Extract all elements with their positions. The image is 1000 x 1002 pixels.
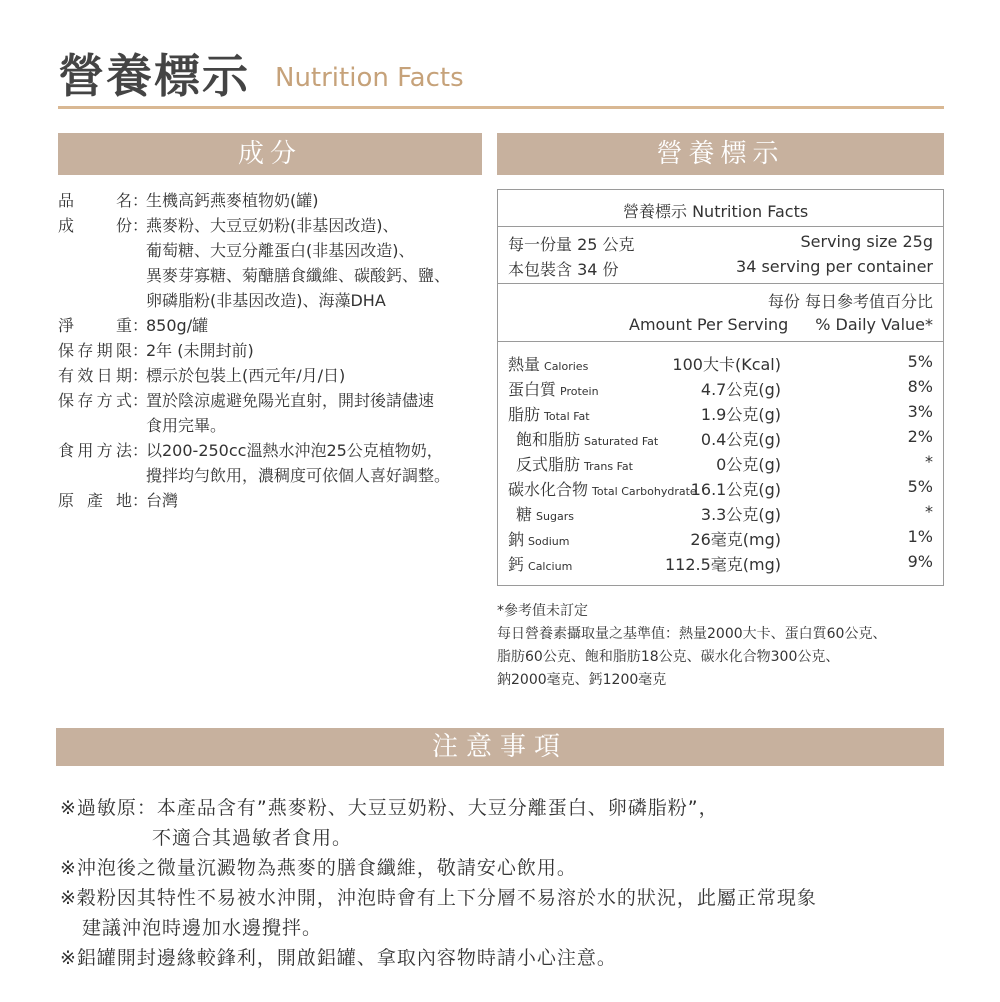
ingredient-value: 葡萄糖、大豆分離蛋白(非基因改造)、 (146, 241, 415, 260)
column-dv: % Daily Value* (815, 315, 933, 334)
title-divider (58, 106, 944, 109)
nutrient-amount: 1.9公克(g) (700, 405, 781, 424)
ingredients-list (58, 188, 490, 513)
colon: ： (132, 191, 149, 210)
nutrient-amount: 112.5毫克(mg) (664, 555, 781, 574)
nutrient-en: Protein (560, 385, 599, 398)
nutrient-zh: 鈣 (508, 555, 525, 574)
nutrient-dv: 5% (907, 352, 933, 371)
ingredient-row (58, 188, 490, 213)
nutrient-name (508, 527, 569, 550)
note-line: ※沖泡後之微量沉澱物為燕麥的膳食纖維，敬請安心飲用。 (60, 857, 577, 879)
nutrient-dv: 9% (907, 552, 933, 571)
column-amount: Amount Per Serving (629, 315, 789, 334)
notes-band: 注意事項 (56, 728, 944, 766)
ingredient-value: 標示於包裝上(西元年/月/日) (146, 366, 346, 385)
note-line: ※過敏原：本產品含有”燕麥粉、大豆豆奶粉、大豆分離蛋白、卵磷脂粉”， (60, 797, 719, 819)
ingredient-row (58, 263, 490, 288)
nutrient-dv: 8% (907, 377, 933, 396)
ingredient-label: 保 存 期 限 (58, 341, 132, 360)
colon: ： (132, 441, 149, 460)
ingredient-value: 以200-250cc溫熱水沖泡25公克植物奶， (146, 441, 443, 460)
colon: ： (132, 316, 149, 335)
note-line: ※鋁罐開封邊緣較鋒利，開啟鋁罐、拿取內容物時請小心注意。 (60, 947, 617, 969)
ingredient-value: 2年 (未開封前) (146, 341, 254, 360)
nutrition-footnote (497, 600, 957, 692)
nutrient-dv: 1% (907, 527, 933, 546)
nutrient-amount: 26毫克(mg) (690, 530, 781, 549)
nutrient-zh: 熱量 (508, 355, 541, 374)
footnote-line: *參考值未訂定 (497, 603, 588, 619)
ingredient-label: 品 名 (58, 191, 132, 210)
nutrient-zh: 脂肪 (508, 405, 541, 424)
ingredient-value: 生機高鈣燕麥植物奶(罐) (146, 191, 319, 210)
page-title: 營養標示 (58, 49, 250, 103)
ingredient-label: 保 存 方 式 (58, 391, 132, 410)
footnote-line: 每日營養素攝取量之基準值：熱量2000大卡、蛋白質60公克、 (497, 626, 887, 642)
footnote-line: 脂肪60公克、飽和脂肪18公克、碳水化合物300公克、 (497, 649, 840, 665)
ingredient-value: 食用完畢。 (146, 416, 227, 435)
nutrition-table (497, 189, 944, 586)
nutrient-en: Sugars (536, 510, 574, 523)
nutrient-zh: 飽和脂肪 (516, 430, 581, 449)
nutrient-en: Calories (544, 360, 589, 373)
ingredient-label: 淨 重 (58, 316, 132, 335)
nutrient-amount: 0公克(g) (716, 455, 781, 474)
nutrient-name (508, 377, 599, 400)
serving-size-zh: 每一份量 25 公克 (508, 235, 635, 254)
ingredient-label: 有 效 日 期 (58, 366, 132, 385)
note-line: 建議沖泡時邊加水邊攪拌。 (82, 917, 323, 939)
nutrient-name (516, 502, 574, 525)
nutrient-amount: 4.7公克(g) (700, 380, 781, 399)
note-line: 不適合其過敏者食用。 (152, 827, 353, 849)
footnote-line: 鈉2000毫克、鈣1200毫克 (497, 672, 667, 688)
colon: ： (132, 341, 149, 360)
nutrient-amount: 3.3公克(g) (700, 505, 781, 524)
ingredient-value: 卵磷脂粉(非基因改造)、海藻DHA (146, 291, 386, 310)
ingredient-value: 台灣 (146, 491, 179, 510)
serving-size-en: Serving size 25g (800, 232, 933, 251)
nutrient-dv: 2% (907, 427, 933, 446)
nutrient-dv: * (925, 452, 933, 471)
ingredients-band: 成分 (58, 133, 482, 175)
ingredient-value: 燕麥粉、大豆豆奶粉(非基因改造)、 (146, 216, 399, 235)
colon: ： (132, 391, 149, 410)
ingredient-row (58, 363, 490, 388)
nutrient-dv: 5% (907, 477, 933, 496)
divider (498, 283, 943, 284)
nutrient-en: Calcium (528, 560, 573, 573)
nutrient-name (508, 352, 588, 375)
nutrient-name (516, 427, 658, 450)
colon: ： (132, 216, 149, 235)
ingredient-value: 850g/罐 (146, 316, 209, 335)
nutrient-name (508, 402, 590, 425)
nutrient-zh: 蛋白質 (508, 380, 557, 399)
servings-zh: 本包裝含 34 份 (508, 260, 619, 279)
nutrient-amount: 100大卡(Kcal) (672, 355, 781, 374)
nutrient-en: Total Carbohydrate (592, 485, 697, 498)
nutrient-name (516, 452, 633, 475)
ingredient-value: 異麥芽寡糖、菊醣膳食纖維、碳酸鈣、鹽、 (146, 266, 451, 285)
nutrient-en: Sodium (528, 535, 570, 548)
notes-list (60, 793, 960, 973)
page-subtitle: Nutrition Facts (275, 63, 464, 93)
nutrient-name (508, 552, 572, 575)
divider (498, 226, 943, 227)
nutrient-en: Saturated Fat (584, 435, 659, 448)
divider (498, 341, 943, 342)
ingredient-row (58, 463, 490, 488)
ingredient-label: 原 產 地 (58, 491, 132, 510)
ingredient-row (58, 438, 490, 463)
nutrient-dv: * (925, 502, 933, 521)
colon: ： (132, 491, 149, 510)
nutrient-dv: 3% (907, 402, 933, 421)
ingredient-label: 成 份 (58, 216, 132, 235)
colon: ： (132, 366, 149, 385)
column-head-zh: 每份 每日參考值百分比 (767, 292, 933, 311)
ingredient-value: 置於陰涼處避免陽光直射，開封後請儘速 (146, 391, 435, 410)
servings-en: 34 serving per container (736, 257, 933, 276)
ingredient-row (58, 313, 490, 338)
note-line: ※穀粉因其特性不易被水沖開，沖泡時會有上下分層不易溶於水的狀況，此屬正常現象 (60, 887, 817, 909)
nutrient-zh: 鈉 (508, 530, 525, 549)
ingredient-row (58, 213, 490, 238)
nutrition-band: 營養標示 (497, 133, 944, 175)
ingredient-row (58, 488, 490, 513)
nutrient-zh: 反式脂肪 (516, 455, 581, 474)
nutrient-en: Total Fat (544, 410, 590, 423)
nutrient-zh: 碳水化合物 (508, 480, 589, 499)
ingredient-row (58, 238, 490, 263)
ingredient-value: 攪拌均勻飲用，濃稠度可依個人喜好調整。 (146, 466, 451, 485)
ingredient-row (58, 413, 490, 438)
ingredient-label: 食 用 方 法 (58, 441, 132, 460)
nutrient-amount: 0.4公克(g) (700, 430, 781, 449)
ingredient-row (58, 288, 490, 313)
nutrient-zh: 糖 (516, 505, 533, 524)
nutrient-amount: 16.1公克(g) (690, 480, 781, 499)
nutrient-en: Trans Fat (584, 460, 633, 473)
nutrient-name (508, 477, 697, 500)
ingredient-row (58, 338, 490, 363)
ingredient-row (58, 388, 490, 413)
nutrition-heading: 營養標示 Nutrition Facts (623, 202, 809, 221)
